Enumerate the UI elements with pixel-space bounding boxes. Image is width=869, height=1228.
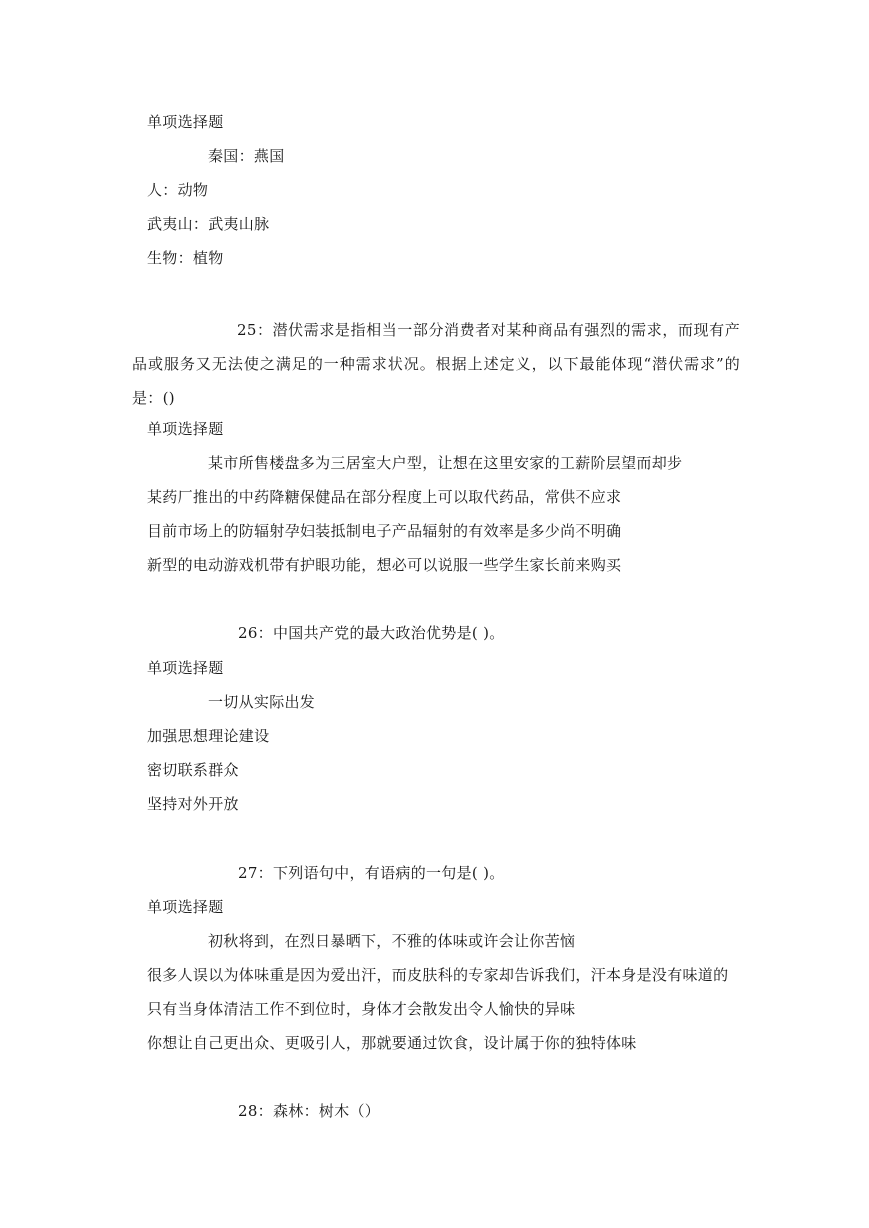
question-type-label: 单项选择题 (147, 898, 224, 916)
option-d: 新型的电动游戏机带有护眼功能，想必可以说服一些学生家长前来购买 (147, 556, 622, 574)
option-a: 初秋将到，在烈日暴晒下，不雅的体味或许会让你苦恼 (208, 932, 576, 950)
question-stem: 25：潜伏需求是指相当一部分消费者对某种商品有强烈的需求，而现有产品或服务又无法使之满足的一种需求状况。根据上述定义，以下最能体现“潜伏需求”的是：() (132, 321, 740, 407)
option-b: 人：动物 (147, 181, 209, 199)
question-stem: 28：森林：树木（） (238, 1102, 381, 1120)
option-c: 密切联系群众 (147, 761, 239, 779)
question-stem: 27：下列语句中，有语病的一句是( )。 (238, 864, 505, 882)
question-stem: 26：中国共产党的最大政治优势是( )。 (238, 624, 505, 642)
option-b: 很多人误以为体味重是因为爱出汗，而皮肤科的专家却告诉我们，汗本身是没有味道的 (147, 966, 729, 984)
option-a: 一切从实际出发 (208, 693, 316, 711)
option-c: 目前市场上的防辐射孕妇装抵制电子产品辐射的有效率是多少尚不明确 (147, 522, 622, 540)
option-a: 某市所售楼盘多为三居室大户型，让想在这里安家的工薪阶层望而却步 (208, 454, 683, 472)
question-type-label: 单项选择题 (147, 113, 224, 131)
option-b: 加强思想理论建设 (147, 727, 270, 745)
question-type-label: 单项选择题 (147, 659, 224, 677)
option-c: 只有当身体清洁工作不到位时，身体才会散发出令人愉快的异味 (147, 1000, 576, 1018)
option-d: 生物：植物 (147, 249, 224, 267)
option-d: 你想让自己更出众、更吸引人，那就要通过饮食，设计属于你的独特体味 (147, 1034, 637, 1052)
option-b: 某药厂推出的中药降糖保健品在部分程度上可以取代药品，常供不应求 (147, 488, 622, 506)
option-c: 武夷山：武夷山脉 (147, 215, 270, 233)
option-a: 秦国：燕国 (208, 147, 285, 165)
question-type-label: 单项选择题 (147, 420, 224, 438)
option-d: 坚持对外开放 (147, 795, 239, 813)
